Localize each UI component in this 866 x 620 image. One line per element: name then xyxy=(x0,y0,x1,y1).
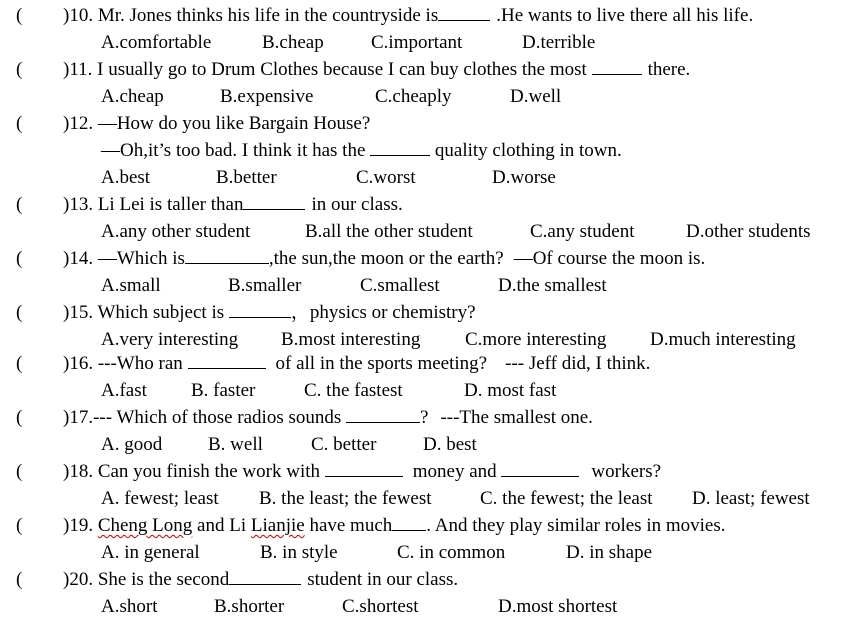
question-12 xyxy=(0,110,866,137)
options-17 xyxy=(0,431,866,458)
option-b: B. well xyxy=(208,434,263,455)
option-b: B.better xyxy=(216,167,277,188)
answer-paren: ( xyxy=(16,5,23,26)
options-12 xyxy=(0,164,866,191)
option-a: A.short xyxy=(101,596,158,617)
option-a: A.any other student xyxy=(101,221,251,242)
answer-blank xyxy=(229,566,301,585)
answer-paren: ( xyxy=(16,353,23,374)
option-a: A.comfortable xyxy=(101,32,212,53)
option-d: D.most shortest xyxy=(498,596,618,617)
answer-paren: ( xyxy=(16,407,23,428)
option-b: B.cheap xyxy=(262,32,324,53)
answer-paren: ( xyxy=(16,248,23,269)
question-text: )20. She is the second student in our class. xyxy=(63,566,458,593)
option-d: D. least; fewest xyxy=(692,488,810,509)
question-text: )10. Mr. Jones thinks his life in the countryside is .He wants to live there all his life. xyxy=(63,2,753,29)
answer-blank xyxy=(438,2,490,21)
question-19 xyxy=(0,512,866,539)
option-b: B.all the other student xyxy=(305,221,473,242)
options-14 xyxy=(0,272,866,299)
option-b: B. faster xyxy=(191,380,256,401)
option-c: C.worst xyxy=(356,167,416,188)
answer-blank xyxy=(592,56,642,75)
question-15 xyxy=(0,299,866,326)
options-15 xyxy=(0,326,866,353)
question-text: )14. —Which is ,the sun,the moon or the earth? —Of course the moon is. xyxy=(63,245,705,272)
option-d: D.worse xyxy=(492,167,556,188)
option-c: C. the fastest xyxy=(304,380,403,401)
option-c: C.cheaply xyxy=(375,86,452,107)
option-b: B.most interesting xyxy=(281,329,421,350)
option-d: D. best xyxy=(423,434,477,455)
answer-blank xyxy=(392,512,426,531)
question-10 xyxy=(0,2,866,29)
option-a: A.best xyxy=(101,167,151,188)
option-a: A. fewest; least xyxy=(101,488,219,509)
question-text: )17.--- Which of those radios sounds ? ---The smallest one. xyxy=(63,404,593,431)
option-c: C.any student xyxy=(530,221,635,242)
option-d: D.well xyxy=(510,86,562,107)
answer-paren: ( xyxy=(16,113,23,134)
answer-paren: ( xyxy=(16,302,23,323)
answer-paren: ( xyxy=(16,569,23,590)
option-d: D. in shape xyxy=(566,542,653,563)
options-16 xyxy=(0,377,866,404)
question-17 xyxy=(0,404,866,431)
option-b: B. in style xyxy=(260,542,338,563)
question-16 xyxy=(0,350,866,377)
question-text: )18. Can you finish the work with money and workers? xyxy=(63,458,661,485)
question-text: )16. ---Who ran of all in the sports meeting? --- Jeff did, I think. xyxy=(63,350,650,377)
options-20 xyxy=(0,593,866,620)
question-text: )15. Which subject is ，physics or chemistry? xyxy=(63,299,476,326)
options-10 xyxy=(0,29,866,56)
option-a: A.fast xyxy=(101,380,147,401)
question-text: —Oh,it’s too bad. I think it has the quality clothing in town. xyxy=(101,137,622,164)
answer-paren: ( xyxy=(16,515,23,536)
answer-blank xyxy=(501,458,579,477)
answer-paren: ( xyxy=(16,59,23,80)
option-d: D.much interesting xyxy=(650,329,796,350)
answer-blank xyxy=(370,137,430,156)
question-12-reply xyxy=(0,137,866,164)
option-a: A. good xyxy=(101,434,163,455)
question-11 xyxy=(0,56,866,83)
question-text: )12. —How do you like Bargain House? xyxy=(63,113,371,134)
option-b: B.expensive xyxy=(220,86,314,107)
answer-blank xyxy=(229,299,291,318)
answer-blank xyxy=(188,350,266,369)
answer-blank xyxy=(325,458,403,477)
option-a: A.very interesting xyxy=(101,329,239,350)
options-13 xyxy=(0,218,866,245)
answer-blank xyxy=(243,191,305,210)
option-c: C.important xyxy=(371,32,463,53)
option-a: A. in general xyxy=(101,542,200,563)
option-b: B.smaller xyxy=(228,275,302,296)
options-11 xyxy=(0,83,866,110)
option-c: C.shortest xyxy=(342,596,419,617)
question-20 xyxy=(0,566,866,593)
option-d: D.terrible xyxy=(522,32,596,53)
question-13 xyxy=(0,191,866,218)
option-d: D.other students xyxy=(686,221,811,242)
option-c: C. the fewest; the least xyxy=(480,488,653,509)
option-c: C.smallest xyxy=(360,275,440,296)
question-text: )19. Cheng Long and Li Lianjie have much . And they play similar roles in movies. xyxy=(63,512,725,539)
option-d: D. most fast xyxy=(464,380,557,401)
option-b: B. the least; the fewest xyxy=(259,488,432,509)
option-a: A.small xyxy=(101,275,161,296)
answer-blank xyxy=(346,404,420,423)
options-19 xyxy=(0,539,866,566)
answer-paren: ( xyxy=(16,194,23,215)
question-text: )13. Li Lei is taller than in our class. xyxy=(63,191,403,218)
options-18 xyxy=(0,485,866,512)
option-a: A.cheap xyxy=(101,86,164,107)
question-18 xyxy=(0,458,866,485)
answer-blank xyxy=(185,245,269,264)
option-b: B.shorter xyxy=(214,596,285,617)
option-d: D.the smallest xyxy=(498,275,607,296)
option-c: C. better xyxy=(311,434,377,455)
option-c: C. in common xyxy=(397,542,506,563)
answer-paren: ( xyxy=(16,461,23,482)
option-c: C.more interesting xyxy=(465,329,607,350)
question-text: )11. I usually go to Drum Clothes because I can buy clothes the most there. xyxy=(63,56,690,83)
question-14 xyxy=(0,245,866,272)
